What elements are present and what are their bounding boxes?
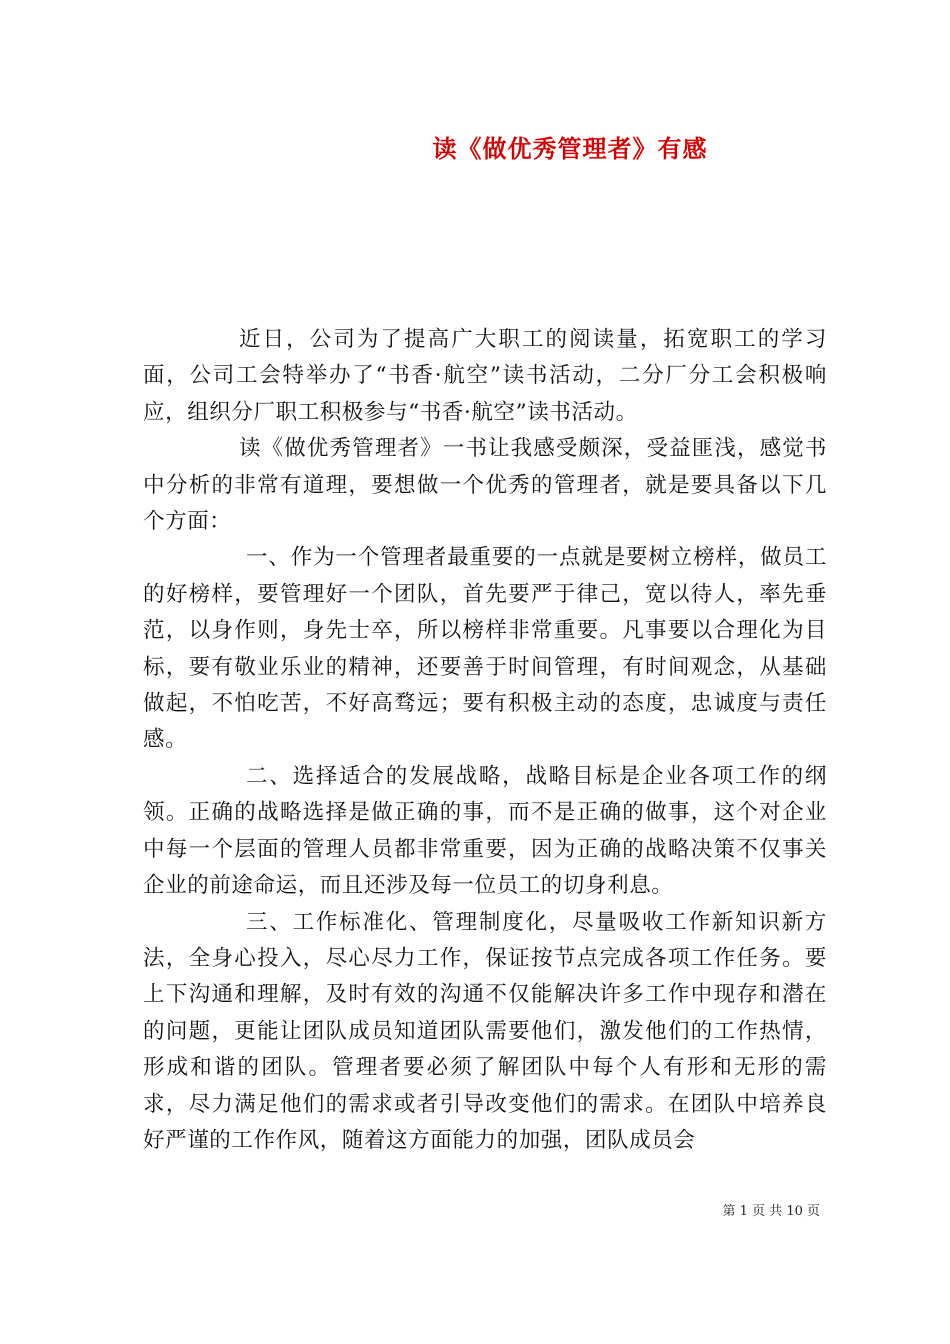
document-body — [143, 322, 827, 1159]
paragraph-point-one: 一、作为一个管理者最重要的一点就是要树立榜样，做员工的好榜样，要管理好一个团队，首先要严于律己，宽以待人，率先垂范，以身作则，身先士卒，所以榜样非常重要。凡事要以合理化为目标，要有敬业乐业的精神，还要善于时间管理，有时间观念，从基础做起，不怕吃苦，不好高骛远；要有积极主动的态度，忠诚度与责任感。 — [143, 545, 827, 753]
page-number-footer: 第 1 页 共 10 页 — [722, 1204, 820, 1219]
paragraph-summary: 读《做优秀管理者》一书让我感受颇深，受益匪浅，感觉书中分析的非常有道理，要想做一个优秀的管理者，就是要具备以下几个方面： — [143, 436, 827, 535]
paragraph-intro: 近日，公司为了提高广大职工的阅读量，拓宽职工的学习面，公司工会特举办了“书香·航空”读书活动，二分厂分工会积极响应，组织分厂职工积极参与“书香·航空”读书活动。 — [143, 327, 827, 425]
paragraph-point-two: 二、选择适合的发展战略，战略目标是企业各项工作的纲领。正确的战略选择是做正确的事，而不是正确的做事，这个对企业中每一个层面的管理人员都非常重要，因为正确的战略决策不仅事关企业的前途命运，而且还涉及每一位员工的切身利息。 — [143, 763, 827, 899]
paragraph-point-three: 三、工作标准化、管理制度化，尽量吸收工作新知识新方法，全身心投入，尽心尽力工作，保证按节点完成各项工作任务。要上下沟通和理解，及时有效的沟通不仅能解决许多工作中现存和潜在的问题，更能让团队成员知道团队需要他们，激发他们的工作热情，形成和谐的团队。管理者要必须了解团队中每个人有形和无形的需求，尽力满足他们的需求或者引导改变他们的需求。在团队中培养良好严谨的工作作风，随着这方面能力的加强，团队成员会 — [143, 909, 827, 1153]
document-title: 读《做优秀管理者》有感 — [432, 134, 708, 163]
